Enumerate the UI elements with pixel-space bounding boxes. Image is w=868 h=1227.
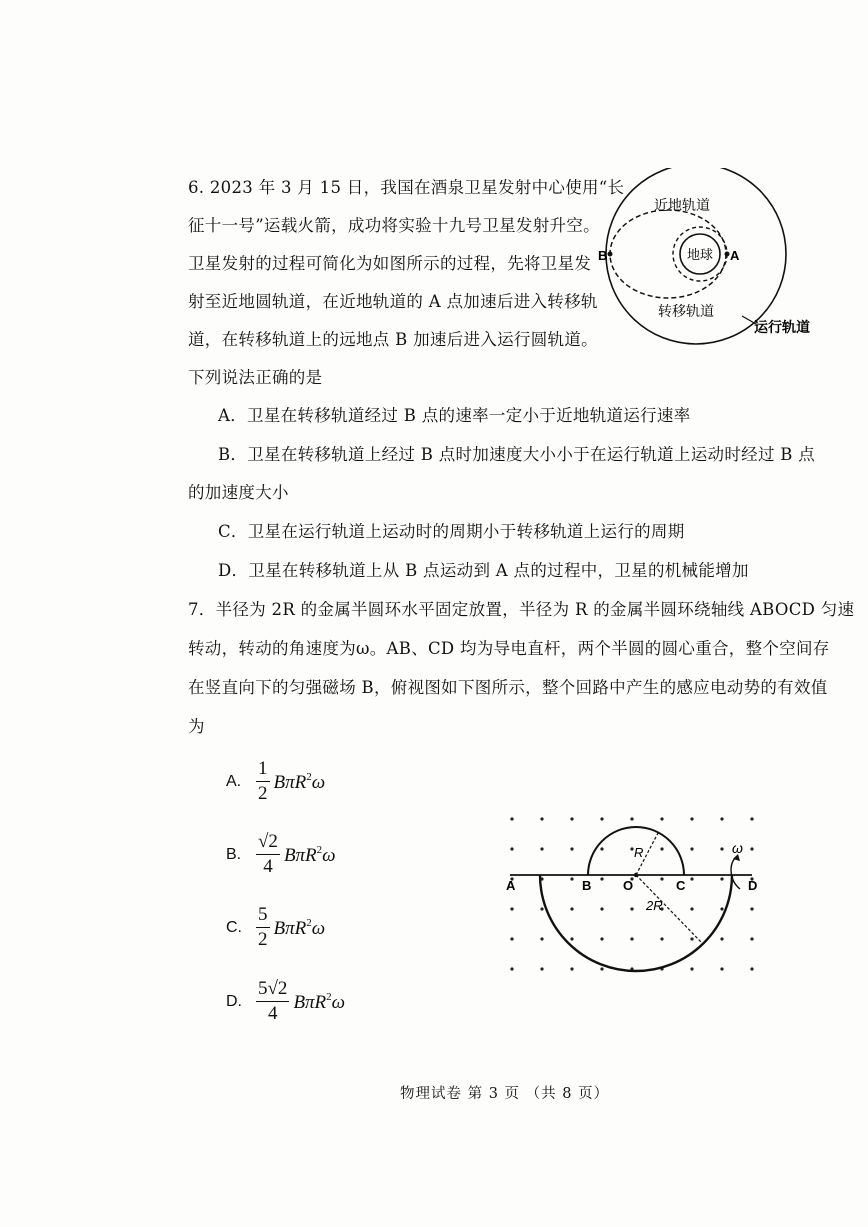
field-dot — [600, 967, 603, 970]
field-dot — [600, 937, 603, 940]
point-c-label: C — [676, 878, 686, 893]
page-footer: 物理试卷 第 3 页 （共 8 页） — [400, 1086, 610, 1102]
field-dot — [750, 907, 753, 910]
field-dot — [750, 967, 753, 970]
q7-option-d-den: 4 — [267, 1003, 278, 1024]
q7-option-d — [226, 978, 345, 1026]
point-b-label: B — [582, 878, 592, 893]
q6-option-b-line1: B．卫星在转移轨道上经过 B 点时加速度大小小于在运行轨道上运动时经过 B 点 — [218, 445, 816, 464]
q6-line-3: 卫星发射的过程可简化为如图所示的过程，先将卫星发 — [188, 254, 592, 273]
q7-line-4: 为 — [188, 717, 205, 736]
point-o-label: O — [623, 878, 634, 893]
q7-semicircle-figure — [500, 805, 770, 980]
q7-line-1: 7．半径为 2R 的金属半圆环水平固定放置，半径为 R 的金属半圆环绕轴线 ABOCD 匀速 — [188, 600, 855, 619]
field-dot — [660, 937, 663, 940]
q7-option-a-omega: ω — [311, 771, 326, 793]
q7-option-c-num: 5 — [256, 904, 270, 928]
field-dot — [570, 847, 573, 850]
q7-line-2: 转动，转动的角速度为ω。AB、CD 均为导电直杆，两个半圆的圆心重合，整个空间存 — [188, 639, 830, 658]
field-dot — [570, 937, 573, 940]
field-dot — [750, 847, 753, 850]
field-dot — [570, 907, 573, 910]
field-dot — [510, 967, 513, 970]
center-o-dot — [634, 873, 638, 877]
point-d-label: D — [748, 878, 758, 893]
near-orbit-label: 近地轨道 — [654, 197, 710, 213]
field-dot — [720, 907, 723, 910]
q7-line-3: 在竖直向下的匀强磁场 B，俯视图如下图所示，整个回路中产生的感应电动势的有效值 — [188, 678, 828, 697]
radius-2r-label: 2R — [646, 898, 663, 913]
field-dot — [510, 937, 513, 940]
big-semicircle — [540, 875, 732, 971]
q7-option-d-sup: 2 — [326, 990, 332, 1003]
field-dot — [720, 967, 723, 970]
field-dot — [630, 937, 633, 940]
q7-option-d-omega: ω — [331, 991, 346, 1013]
point-b-label: B — [598, 248, 608, 263]
q7-option-c-fraction — [256, 904, 270, 952]
q7-option-a-label: A. — [226, 773, 242, 790]
field-dot — [510, 907, 513, 910]
field-dot — [720, 817, 723, 820]
field-dot — [540, 937, 543, 940]
q6-line-4: 射至近地圆轨道，在近地轨道的 A 点加速后进入转移轨 — [188, 292, 598, 311]
q7-option-b-den: 4 — [263, 856, 273, 877]
q7-option-b-omega: ω — [322, 844, 336, 866]
field-dot — [570, 877, 573, 880]
q7-option-b-expr — [284, 844, 336, 867]
field-dot — [720, 847, 723, 850]
q6-option-c: C．卫星在运行轨道上运动时的周期小于转移轨道上运行的周期 — [218, 522, 685, 541]
field-dot — [570, 967, 573, 970]
q7-option-b-label: B. — [226, 846, 242, 863]
q7-option-c-sup: 2 — [306, 916, 312, 929]
field-dot — [540, 967, 543, 970]
q7-option-b-fraction — [256, 831, 280, 879]
q6-line-1: 6. 2023 年 3 月 15 日，我国在酒泉卫星发射中心使用“长 — [188, 178, 625, 197]
q7-option-d-expr — [293, 991, 345, 1014]
q7-option-b-sup: 2 — [316, 843, 323, 856]
q7-option-a-expr — [274, 771, 326, 794]
field-dot — [690, 967, 693, 970]
point-a-label: A — [730, 248, 740, 263]
field-dot — [540, 817, 543, 820]
q7-option-a-den: 2 — [258, 783, 268, 804]
transfer-orbit-label: 转移轨道 — [658, 303, 714, 319]
field-dot — [690, 937, 693, 940]
run-orbit-label: 运行轨道 — [754, 319, 810, 335]
q6-option-b-line2: 的加速度大小 — [188, 483, 289, 502]
field-dot — [540, 907, 543, 910]
field-dot — [600, 907, 603, 910]
q6-option-a: A．卫星在转移轨道经过 B 点的速率一定小于近地轨道运行速率 — [218, 406, 691, 425]
field-dot — [630, 907, 633, 910]
field-dot — [600, 847, 603, 850]
field-dot — [510, 847, 513, 850]
field-dot — [540, 847, 543, 850]
q7-option-c — [226, 904, 325, 952]
field-dot — [690, 877, 693, 880]
field-dot — [660, 877, 663, 880]
field-dot — [720, 937, 723, 940]
field-dot — [750, 937, 753, 940]
q7-option-c-den: 2 — [258, 929, 268, 950]
q7-option-a-fraction — [256, 758, 270, 806]
q6-option-d: D．卫星在转移轨道上从 B 点运动到 A 点的过程中，卫星的机械能增加 — [218, 561, 749, 580]
field-dot — [660, 817, 663, 820]
q7-option-a-num: 1 — [256, 758, 270, 782]
q7-option-c-expr-body: BπR — [273, 917, 307, 939]
field-dot — [690, 817, 693, 820]
q7-option-c-label: C. — [226, 919, 242, 936]
earth-label: 地球 — [686, 247, 714, 262]
point-a-label: A — [506, 878, 516, 893]
q6-line-2: 征十一号”运载火箭，成功将实验十九号卫星发射升空。 — [188, 216, 600, 235]
field-dot — [690, 907, 693, 910]
q6-line-6: 下列说法正确的是 — [188, 368, 323, 387]
magnetic-field-dots — [510, 817, 753, 970]
q7-option-d-expr-body: BπR — [293, 991, 327, 1013]
q7-option-b — [226, 831, 336, 879]
field-dot — [750, 817, 753, 820]
field-dot — [690, 847, 693, 850]
q7-option-a-expr-body: BπR — [273, 771, 307, 793]
q7-option-c-expr — [274, 917, 326, 940]
q7-option-a-sup: 2 — [306, 770, 312, 783]
q6-line-5: 道，在转移轨道上的远地点 B 加速后进入运行圆轨道。 — [188, 330, 598, 349]
field-dot — [600, 877, 603, 880]
point-a-dot — [725, 252, 730, 257]
field-dot — [630, 817, 633, 820]
q7-option-d-fraction — [256, 978, 289, 1026]
q7-option-c-omega: ω — [311, 917, 326, 939]
q7-option-d-label: D. — [226, 993, 242, 1010]
q7-option-b-num: √2 — [256, 831, 280, 855]
field-dot — [720, 877, 723, 880]
field-dot — [660, 847, 663, 850]
q6-orbit-figure — [596, 168, 826, 348]
q7-option-b-expr-body: BπR — [283, 844, 317, 866]
radius-r-label: R — [634, 845, 644, 860]
field-dot — [510, 817, 513, 820]
omega-label: ω — [732, 840, 743, 856]
field-dot — [600, 817, 603, 820]
point-b-dot — [608, 252, 613, 257]
q7-option-d-num: 5√2 — [256, 978, 289, 1002]
q7-option-a — [226, 758, 325, 806]
field-dot — [570, 817, 573, 820]
